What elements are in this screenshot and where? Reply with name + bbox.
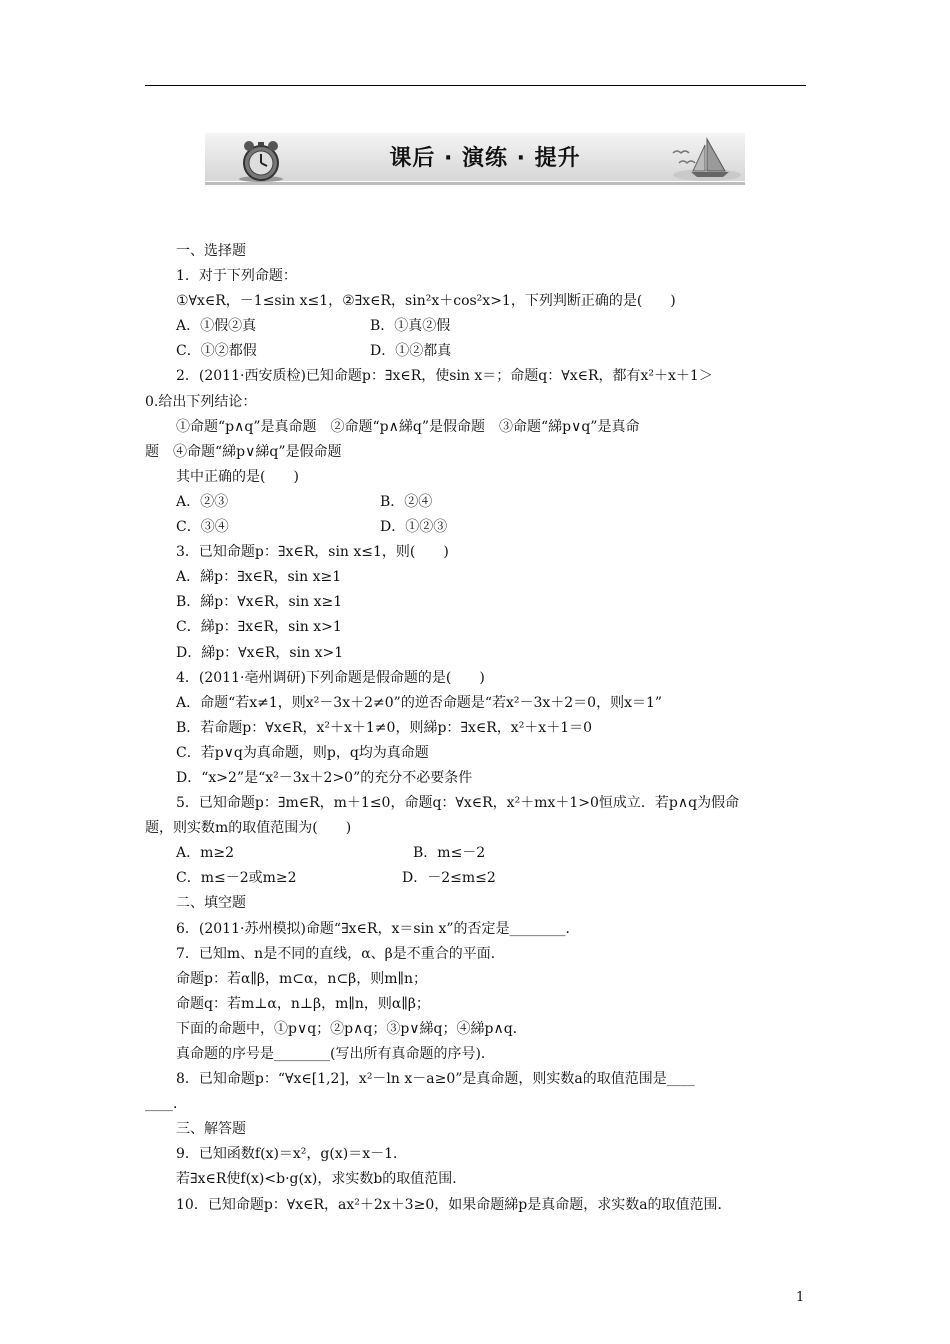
exercise-content [145,239,811,1218]
question-2-options-cd [145,515,811,540]
option-c: C．③④ [176,519,229,536]
option-a: A．命题“若x≠1，则x²－3x＋2≠0”的逆否命题是“若x²－3x＋2＝0，则x＝1” [176,694,663,711]
option-d: D．綈p：∀x∈R，sin x>1 [176,644,344,661]
section-heading: 三、解答题 [176,1121,246,1138]
option-c: C．①②都假 [176,343,257,360]
option-c: C．m≤－2或m≥2 [176,870,297,887]
option-a: A．綈p：∃x∈R，sin x≥1 [176,569,342,586]
question-2-ask: 其中正确的是( ) [176,468,299,485]
page-number: 1 [796,1290,805,1305]
option-b: B．①真②假 [370,318,451,335]
option-c: C．若p∨q为真命题，则p，q均为真命题 [176,744,429,761]
section-banner [205,133,745,187]
option-d: D．－2≤m≤2 [402,870,496,887]
section-heading: 一、选择题 [176,243,246,259]
question-1-options-ab [145,314,811,339]
question-5-options-ab [145,841,811,866]
question-1-statement: ①∀x∈R，－1≤sin x≤1，②∃x∈R，sin²x＋cos²x>1，下列判断正确的是( ) [176,293,676,310]
question-6: 6．(2011·苏州模拟)命题“∃x∈R，x＝sin x”的否定是________． [176,920,580,937]
question-2-conclusions: ①命题“p∧q”是真命题 ②命题“p∧綈q”是假命题 ③命题“綈p∨q”是真命 [176,418,640,435]
question-8: 8．已知命题p：“∀x∈[1,2]，x²－ln x－a≥0”是真命题，则实数a的取值范围是____ [176,1071,695,1088]
question-7-ask: 真命题的序号是________(写出所有真命题的序号)． [176,1046,495,1062]
option-b: B．m≤－2 [413,845,486,862]
question-7-p: 命题p：若α∥β，m⊂α，n⊂β，则m∥n； [176,970,428,987]
question-1: 1．对于下列命题： [176,268,297,285]
question-7: 7．已知m、n是不同的直线，α、β是不重合的平面． [176,945,505,962]
question-5-options-cd [145,866,811,891]
question-2: 2．(2011·西安质检)已知命题p：∃x∈R，使sin x＝；命题q：∀x∈R，都有x²＋x＋1＞ [176,368,713,385]
option-c: C．綈p：∃x∈R，sin x>1 [176,619,342,636]
alarm-clock-icon [235,139,287,183]
option-b: B．若命题p：∀x∈R，x²＋x＋1≠0，则綈p：∃x∈R，x²＋x＋1＝0 [176,719,593,736]
question-2-conclusions-cont: 题 ④命题“綈p∨綈q”是假命题 [145,443,342,460]
option-b: B．綈p：∀x∈R，sin x≥1 [176,594,343,611]
banner-title: 课后 · 演练 · 提升 [389,146,581,171]
option-a: A．①假②真 [176,318,257,335]
question-7-options: 下面的命题中，①p∨q；②p∧q；③p∨綈q；④綈p∧q． [176,1020,527,1037]
question-3: 3．已知命题p：∃x∈R，sin x≤1，则( ) [176,544,449,561]
question-2-cont: 0.给出下列结论： [145,393,257,410]
question-5-cont: 题，则实数m的取值范围为( ) [145,820,352,837]
question-1-options-cd [145,339,811,364]
option-a: A．②③ [176,493,229,510]
option-d: D．①②都真 [370,343,452,360]
option-d: D．“x>2”是“x²－3x＋2>0”的充分不必要条件 [176,769,473,786]
top-rule [145,85,806,86]
question-10: 10．已知命题p：∀x∈R，ax²＋2x＋3≥0，如果命题綈p是真命题，求实数a的取值范围． [176,1196,732,1213]
option-a: A．m≥2 [176,845,235,862]
question-9: 9．已知函数f(x)＝x²，g(x)＝x－1． [176,1146,407,1163]
question-8-cont: ____． [145,1096,187,1113]
question-9-cont: 若∃x∈R使f(x)<b·g(x)，求实数b的取值范围． [176,1171,467,1188]
question-7-q: 命题q：若m⊥α，n⊥β，m∥n，则α∥β； [176,995,430,1012]
question-4: 4．(2011·亳州调研)下列命题是假命题的是( ) [176,669,485,686]
question-5: 5．已知命题p：∃m∈R，m＋1≤0，命题q：∀x∈R，x²＋mx＋1>0恒成立．若p∧q为假命 [176,795,740,812]
option-b: B．②④ [380,493,433,510]
option-d: D．①②③ [380,519,448,536]
section-heading: 二、填空题 [176,895,246,912]
question-2-options-ab [145,490,811,515]
sailboat-icon [667,135,743,183]
